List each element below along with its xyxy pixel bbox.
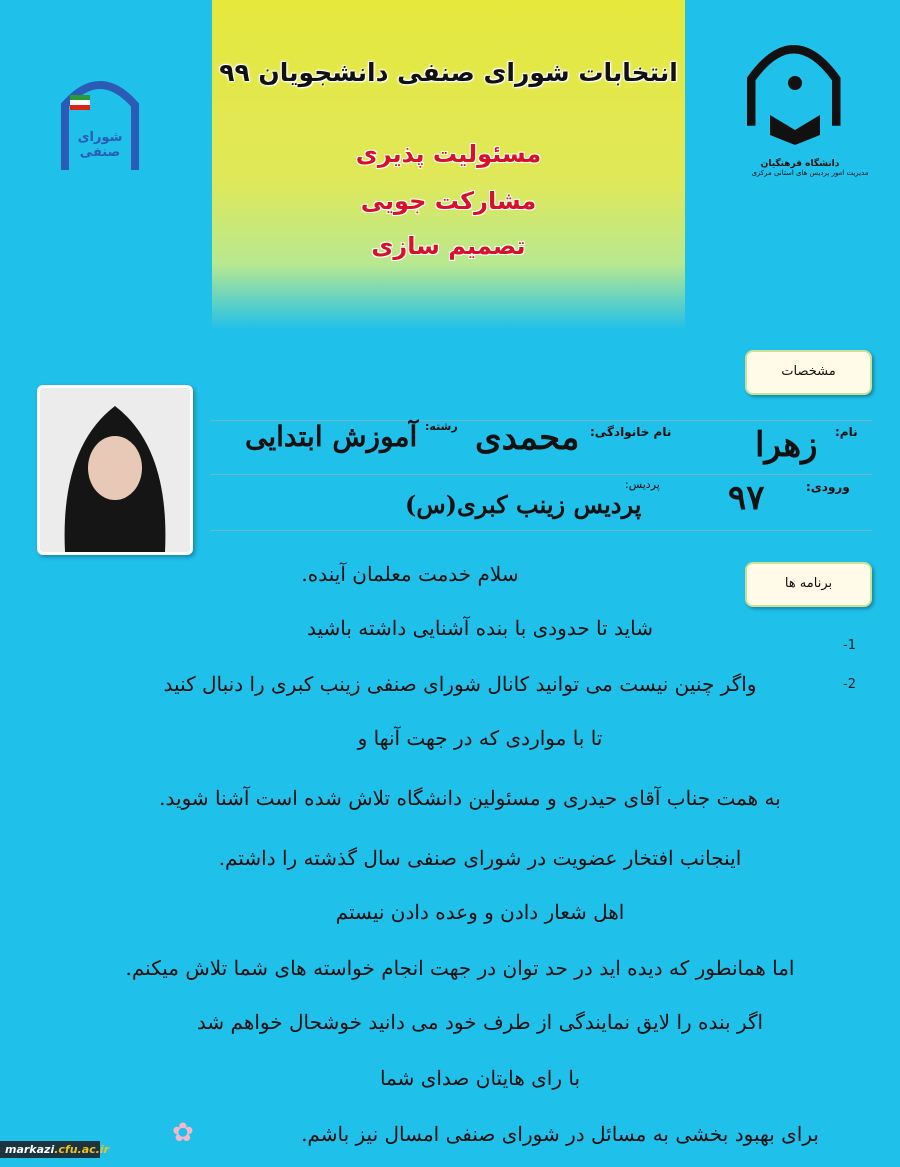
site-domain: .cfu.ac.ir <box>54 1143 110 1156</box>
university-emblem-icon <box>740 45 890 155</box>
program-line: اهل شعار دادن و وعده دادن نیستم <box>335 900 625 924</box>
slogan-1: مسئولیت پذیری <box>355 140 542 168</box>
program-number-2: -2 <box>843 677 856 692</box>
program-line: با رای هایتان صدای شما <box>379 1066 581 1090</box>
program-line: اما همانطور که دیده اید در حد توان در جهت انجام خواسته های شما تلاش میکنم. <box>125 956 795 980</box>
first-name-value: زهرا <box>755 425 818 465</box>
entry-value: ۹۷ <box>728 478 765 518</box>
university-subtitle: مدیریت امور پردیس های استانی مرکزی <box>751 169 869 177</box>
profile-section-label: مشخصات <box>745 350 872 395</box>
council-logo <box>55 60 145 180</box>
divider <box>210 474 872 475</box>
last-name-label: نام خانوادگی: <box>590 425 672 439</box>
poster-title: انتخابات شورای صنفی دانشجویان ۹۹ <box>219 58 678 87</box>
program-line: برای بهبود بخشی به مسائل در شورای صنفی امسال نیز باشم. <box>301 1122 819 1146</box>
slogan-2: مشارکت جویی <box>360 187 537 215</box>
major-label: رشته: <box>425 420 458 433</box>
program-line: اینجانب افتخار عضویت در شورای صنفی سال گذشته را داشتم. <box>218 846 742 870</box>
program-line: اگر بنده را لایق نمایندگی از طرف خود می دانید خوشحال خواهم شد <box>196 1010 764 1034</box>
website-badge[interactable] <box>0 1141 110 1158</box>
programs-section-label: برنامه ها <box>745 562 872 607</box>
divider <box>210 530 872 531</box>
council-logo-text: شورای صنفی <box>77 130 123 160</box>
candidate-photo <box>37 385 193 555</box>
flower-icon: ✿ <box>172 1118 194 1148</box>
program-line: به همت جناب آقای حیدری و مسئولین دانشگاه تلاش شده است آشنا شوید. <box>159 786 781 810</box>
program-line: واگر چنین نیست می توانید کانال شورای صنفی زینب کبری را دنبال کنید <box>163 672 757 696</box>
campus-label: پردیس: <box>625 478 660 491</box>
council-emblem-icon <box>55 60 145 180</box>
entry-label: ورودی: <box>806 480 850 494</box>
program-number-1: -1 <box>843 638 856 653</box>
first-name-label: نام: <box>835 425 858 439</box>
site-name: markazi <box>5 1143 55 1156</box>
university-name: دانشگاه فرهنگیان <box>760 159 840 169</box>
slogan-3: تصمیم سازی <box>371 232 526 260</box>
campus-value: پردیس زینب کبری(س) <box>405 490 642 519</box>
program-line: سلام خدمت معلمان آینده. <box>301 562 519 586</box>
university-logo <box>740 45 890 195</box>
last-name-value: محمدی <box>475 418 580 458</box>
program-line: تا با مواردی که در جهت آنها و <box>357 726 603 750</box>
program-line: شاید تا حدودی با بنده آشنایی داشته باشید <box>306 616 653 640</box>
major-value: آموزش ابتدایی <box>245 420 418 453</box>
